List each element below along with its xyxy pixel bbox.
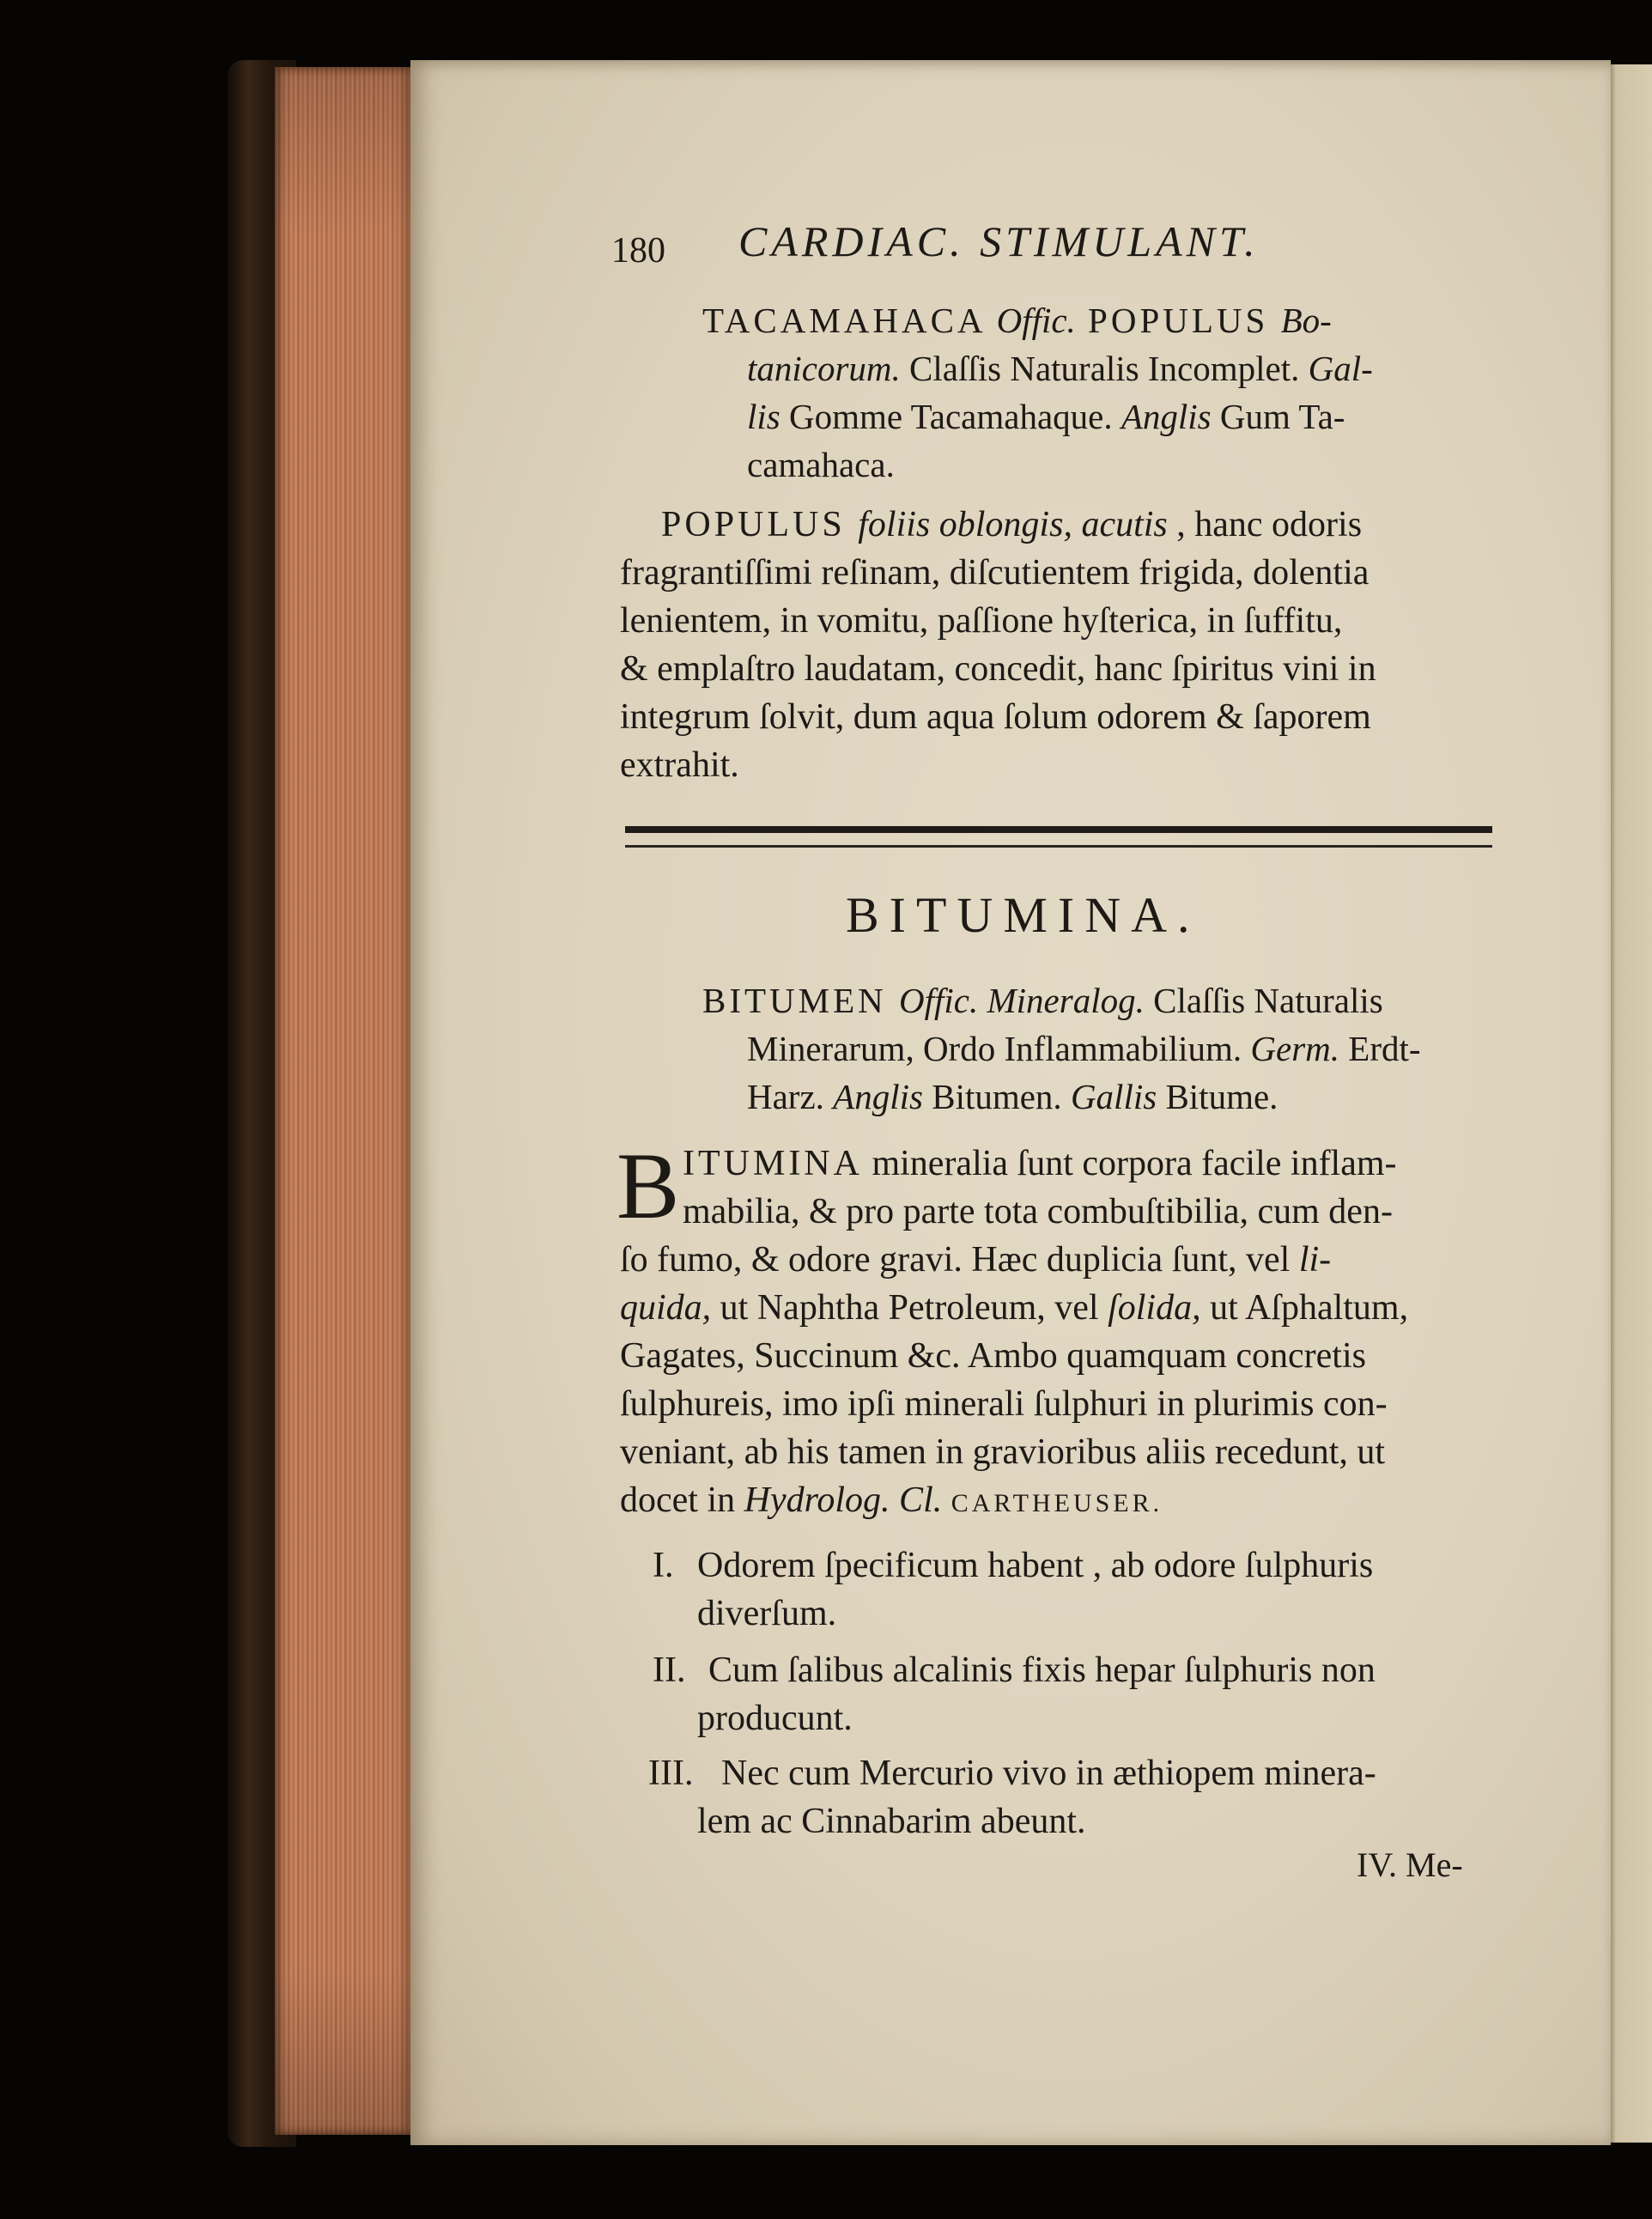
para-bitumina-line-5: Gagates, Succinum &c. Ambo quamquam concretis xyxy=(620,1336,1366,1376)
entry-text: Bitumen. xyxy=(922,1077,1071,1116)
para-text: quida, xyxy=(620,1288,712,1328)
list-item-1-line-1: Odorem ſpecificum habent , ab odore ſulphuris xyxy=(697,1546,1374,1585)
entry-text: lis xyxy=(747,397,780,436)
entry-text: Claſſis Naturalis xyxy=(1144,981,1383,1020)
entry-tacamahaca-line-4 xyxy=(747,441,895,489)
list-item-1-line-2: diverſum. xyxy=(697,1594,837,1633)
entry-bitumen-line-1 xyxy=(702,976,1383,1024)
para-populus-line-4: & emplaſtro laudatam, concedit, hanc ſpiritus vini in xyxy=(620,649,1376,689)
para-bitumina-line-1 xyxy=(683,1140,1397,1188)
list-item-2-number: II. xyxy=(653,1651,686,1690)
para-text: mineralia ſunt corpora facile inflam- xyxy=(862,1144,1397,1183)
list-item-3-line-2: lem ac Cinnabarim abeunt. xyxy=(697,1802,1086,1841)
entry-text: Bitume. xyxy=(1157,1077,1278,1116)
list-item-3-line-1: Nec cum Mercurio vivo in æthiopem minera- xyxy=(721,1754,1376,1793)
list-item-2-line-1: Cum ſalibus alcalinis fixis hepar ſulphuris non xyxy=(708,1651,1376,1690)
para-bitumina-line-2: mabilia, & pro parte tota combuſtibilia, cum den- xyxy=(683,1192,1393,1231)
entry-text: Anglis xyxy=(1121,397,1212,436)
para-bitumina-line-6: ſulphureis, imo ipſi minerali ſulphuri in plurimis con- xyxy=(620,1384,1388,1424)
section-rule-thick xyxy=(625,826,1492,833)
entry-genus: POPULUS xyxy=(1075,301,1281,340)
entry-text: Minerarum, Ordo Inflammabilium. xyxy=(747,1029,1251,1068)
para-populus-line-6: extrahit. xyxy=(620,745,739,785)
list-item-1-number: I. xyxy=(653,1546,674,1585)
entry-text: Claſſis Naturalis Incomplet. xyxy=(900,349,1309,388)
entry-bitumen-line-2 xyxy=(747,1024,1421,1073)
para-text: docet in xyxy=(620,1480,744,1520)
list-item-3-number: III. xyxy=(648,1754,694,1793)
para-text: ut Naphtha Petroleum, vel xyxy=(711,1288,1108,1328)
section-rule-thin xyxy=(625,845,1492,848)
entry-text: Bo- xyxy=(1280,301,1332,340)
entry-headword: BITUMEN xyxy=(702,981,900,1020)
entry-text: Anglis xyxy=(833,1077,923,1116)
entry-text: Gallis xyxy=(1070,1077,1157,1116)
para-text xyxy=(942,1480,951,1520)
para-bitumina-line-3 xyxy=(620,1236,1331,1284)
entry-abbrev: Offic. Mineralog. xyxy=(899,981,1145,1020)
catchword: IV. Me- xyxy=(1357,1845,1463,1884)
list-item-2-line-2: producunt. xyxy=(697,1699,853,1738)
para-populus-line-2: fragrantiſſimi reſinam, diſcutientem frigida, dolentia xyxy=(620,553,1370,593)
author-name: CARTHEUSER. xyxy=(951,1489,1163,1517)
entry-text: Gomme Tacamahaque. xyxy=(780,397,1121,436)
entry-text: Germ. xyxy=(1250,1029,1340,1068)
para-text: foliis oblongis, acutis xyxy=(858,505,1168,544)
para-text: , hanc odoris xyxy=(1167,505,1363,544)
para-populus-line-3: lenientem, in vomitu, paſſione hyſterica, in ſuffitu, xyxy=(620,601,1343,641)
para-bitumina-line-8 xyxy=(620,1476,1163,1528)
entry-text: Erdt- xyxy=(1339,1029,1421,1068)
adjacent-page-edge xyxy=(1604,64,1652,2143)
para-text: Hydrolog. Cl. xyxy=(744,1480,943,1520)
entry-tacamahaca-line-3 xyxy=(747,392,1345,441)
entry-text: Gum Ta- xyxy=(1211,397,1345,436)
para-first-word: ITUMINA xyxy=(683,1144,863,1183)
para-text: ſo fumo, & odore gravi. Hæc duplicia ſunt, vel xyxy=(620,1240,1299,1280)
running-head: CARDIAC. STIMULANT. xyxy=(738,217,1260,265)
para-text: ſolida, xyxy=(1108,1288,1201,1328)
entry-abbrev: Offic. xyxy=(996,301,1076,340)
book-fore-edge xyxy=(275,67,414,2135)
section-title: BITUMINA. xyxy=(846,887,1200,943)
para-text: li- xyxy=(1298,1240,1332,1280)
entry-text: tanicorum. xyxy=(747,349,901,388)
entry-tacamahaca-line-1 xyxy=(702,296,1332,344)
para-bitumina-line-7: veniant, ab his tamen in gravioribus aliis recedunt, ut xyxy=(620,1432,1386,1472)
para-text: ut Aſphaltum, xyxy=(1200,1288,1409,1328)
para-bitumina-line-4 xyxy=(620,1284,1408,1332)
entry-text: camahaca. xyxy=(747,445,895,484)
drop-cap: B xyxy=(616,1134,680,1238)
para-populus-line-5: integrum ſolvit, dum aqua ſolum odorem & ſaporem xyxy=(620,697,1371,737)
para-text: POPULUS xyxy=(661,505,859,544)
entry-text: Harz. xyxy=(747,1077,834,1116)
page-number: 180 xyxy=(611,231,665,271)
entry-bitumen-line-3 xyxy=(747,1073,1278,1121)
entry-text: Gal- xyxy=(1308,349,1373,388)
entry-headword: TACAMAHACA xyxy=(702,301,997,340)
para-populus-line-1 xyxy=(661,501,1362,549)
entry-tacamahaca-line-2 xyxy=(747,344,1373,392)
